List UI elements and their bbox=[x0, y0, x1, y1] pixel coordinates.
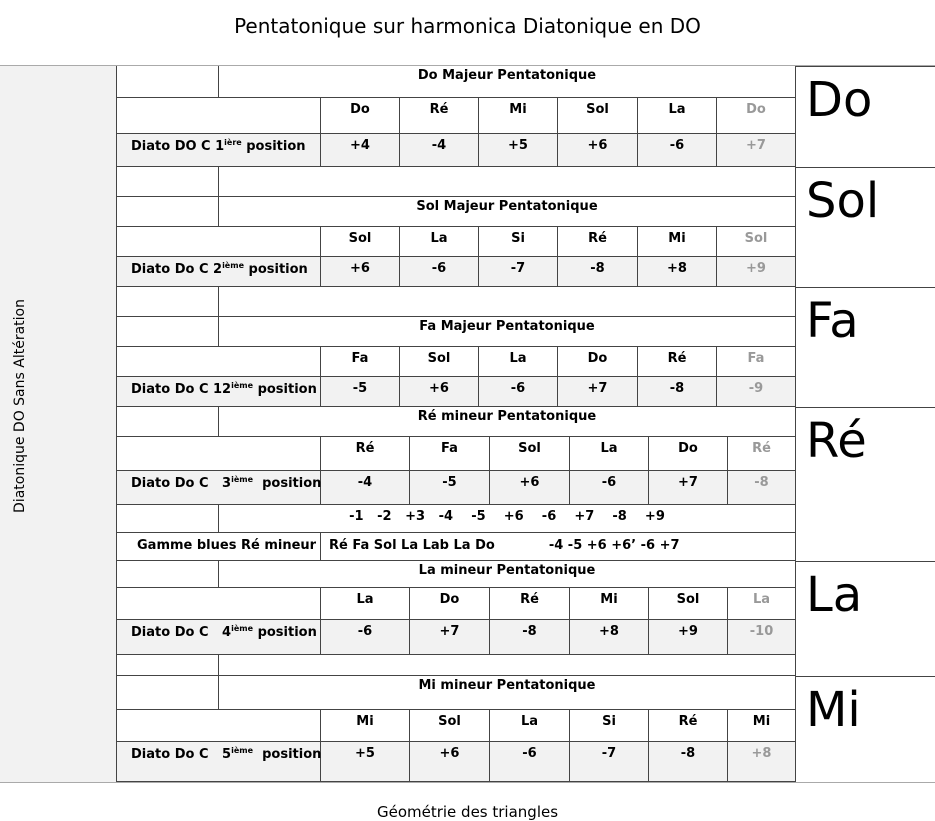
hole-cell: +6 bbox=[321, 257, 400, 287]
note-cell: Mi bbox=[728, 710, 796, 742]
big-note-label: Fa bbox=[806, 293, 859, 349]
note-cell: La bbox=[400, 227, 479, 257]
blank-cell bbox=[219, 287, 796, 317]
blank-cell bbox=[117, 588, 321, 620]
note-cell: Ré bbox=[321, 437, 410, 471]
position-label bbox=[117, 742, 321, 782]
extra-holes-row: -1 -2 +3 -4 -5 +6 -6 +7 -8 +9 bbox=[219, 505, 796, 533]
position-label-main: Diato Do C 2 bbox=[131, 262, 223, 277]
hole-cell: -8 bbox=[728, 471, 796, 505]
blues-scale-label: Gamme blues Ré mineur bbox=[117, 533, 321, 561]
hole-cell: -6 bbox=[638, 134, 717, 167]
pentatonic-table bbox=[116, 66, 795, 782]
hole-cell: -8 bbox=[558, 257, 638, 287]
big-note-label: La bbox=[806, 567, 863, 623]
position-label bbox=[117, 377, 321, 407]
note-cell: La bbox=[570, 437, 649, 471]
scale-heading: Do Majeur Pentatonique bbox=[219, 66, 796, 98]
note-cell: Sol bbox=[321, 227, 400, 257]
hole-cell: -5 bbox=[410, 471, 490, 505]
position-label-main: Diato Do C 12 bbox=[131, 382, 232, 397]
position-label-ordinal: ième bbox=[231, 381, 254, 390]
key-block bbox=[795, 287, 935, 407]
position-label-ordinal: ième bbox=[231, 475, 254, 484]
note-cell: Mi bbox=[570, 588, 649, 620]
position-label-main: Diato DO C 1 bbox=[131, 139, 225, 154]
hole-cell: +4 bbox=[321, 134, 400, 167]
blank-cell bbox=[117, 287, 219, 317]
hole-cell: -7 bbox=[479, 257, 558, 287]
page-title: Pentatonique sur harmonica Diatonique en DO bbox=[234, 14, 701, 38]
note-cell: Fa bbox=[321, 347, 400, 377]
position-label-main: Diato Do C 5 bbox=[131, 747, 232, 762]
note-cell: Sol bbox=[649, 588, 728, 620]
scale-heading: Mi mineur Pentatonique bbox=[219, 676, 796, 710]
note-cell: Mi bbox=[321, 710, 410, 742]
hole-cell: -6 bbox=[490, 742, 570, 782]
hole-cell: +6 bbox=[400, 377, 479, 407]
hole-cell: -6 bbox=[570, 471, 649, 505]
blank-cell bbox=[117, 505, 219, 533]
note-cell: Mi bbox=[479, 98, 558, 134]
hole-cell: -4 bbox=[400, 134, 479, 167]
hole-cell: -6 bbox=[479, 377, 558, 407]
position-label-ordinal: ième bbox=[222, 261, 244, 270]
hole-cell: -6 bbox=[400, 257, 479, 287]
note-cell: Ré bbox=[558, 227, 638, 257]
hole-cell: -8 bbox=[490, 620, 570, 655]
blank-cell bbox=[219, 167, 796, 197]
note-cell: Do bbox=[410, 588, 490, 620]
note-cell: La bbox=[638, 98, 717, 134]
key-block bbox=[795, 561, 935, 676]
hole-cell: -5 bbox=[321, 377, 400, 407]
note-cell: La bbox=[321, 588, 410, 620]
big-note-label: Ré bbox=[806, 413, 867, 469]
position-label-ordinal: ième bbox=[231, 746, 254, 755]
key-block bbox=[795, 407, 935, 561]
note-cell: Ré bbox=[638, 347, 717, 377]
hole-cell: -6 bbox=[321, 620, 410, 655]
note-cell: Fa bbox=[717, 347, 796, 377]
hole-cell: -7 bbox=[570, 742, 649, 782]
key-block bbox=[795, 66, 935, 167]
hole-cell: +6 bbox=[410, 742, 490, 782]
hole-cell: +8 bbox=[570, 620, 649, 655]
hole-cell: +7 bbox=[410, 620, 490, 655]
position-label-main: Diato Do C 3 bbox=[131, 476, 232, 491]
key-block bbox=[795, 676, 935, 782]
note-cell: Mi bbox=[638, 227, 717, 257]
note-cell: Si bbox=[479, 227, 558, 257]
hole-cell: +6 bbox=[558, 134, 638, 167]
footer-caption: Géométrie des triangles bbox=[376, 803, 559, 821]
blank-cell bbox=[117, 98, 321, 134]
position-label-tail: position bbox=[253, 747, 322, 762]
blank-cell bbox=[117, 437, 321, 471]
hole-cell: +7 bbox=[649, 471, 728, 505]
blank-cell bbox=[117, 561, 219, 588]
blank-cell bbox=[117, 317, 219, 347]
blank-cell bbox=[117, 676, 219, 710]
blank-cell bbox=[117, 710, 321, 742]
sidebar-label: Diatonique DO Sans Altération bbox=[12, 299, 28, 513]
key-block bbox=[795, 167, 935, 287]
position-label-tail: position bbox=[253, 382, 317, 397]
note-cell: Do bbox=[649, 437, 728, 471]
blank-cell bbox=[117, 407, 219, 437]
blank-cell bbox=[117, 167, 219, 197]
hole-cell: +5 bbox=[479, 134, 558, 167]
hole-cell: -9 bbox=[717, 377, 796, 407]
note-cell: Sol bbox=[717, 227, 796, 257]
position-label bbox=[117, 134, 321, 167]
position-label-tail: position bbox=[253, 625, 317, 640]
note-cell: Do bbox=[558, 347, 638, 377]
blank-cell bbox=[219, 655, 796, 676]
big-note-label: Mi bbox=[806, 682, 861, 738]
blank-cell bbox=[117, 227, 321, 257]
hole-cell: +5 bbox=[321, 742, 410, 782]
position-label-tail: position bbox=[241, 139, 306, 154]
position-label-main: Diato Do C 4 bbox=[131, 625, 232, 640]
hole-cell: -10 bbox=[728, 620, 796, 655]
note-cell: La bbox=[479, 347, 558, 377]
big-note-label: Sol bbox=[806, 173, 880, 229]
note-cell: Si bbox=[570, 710, 649, 742]
note-cell: Fa bbox=[410, 437, 490, 471]
position-label-tail: position bbox=[244, 262, 308, 277]
blues-holes: -4 -5 +6 +6’ -6 +7 bbox=[548, 538, 680, 553]
bottom-rule bbox=[0, 782, 935, 783]
position-label bbox=[117, 620, 321, 655]
blank-cell bbox=[117, 66, 219, 98]
note-cell: Do bbox=[321, 98, 400, 134]
hole-cell: -8 bbox=[649, 742, 728, 782]
hole-cell: +8 bbox=[728, 742, 796, 782]
note-cell: Sol bbox=[400, 347, 479, 377]
note-cell: Sol bbox=[490, 437, 570, 471]
hole-cell: +7 bbox=[717, 134, 796, 167]
hole-cell: +9 bbox=[717, 257, 796, 287]
blues-notes: Ré Fa Sol La Lab La Do bbox=[329, 538, 495, 553]
hole-cell: +6 bbox=[490, 471, 570, 505]
position-label-ordinal: ième bbox=[231, 624, 254, 633]
position-label-ordinal: ière bbox=[224, 138, 242, 147]
note-cell: Ré bbox=[400, 98, 479, 134]
hole-cell: -4 bbox=[321, 471, 410, 505]
big-note-label: Do bbox=[806, 72, 873, 128]
hole-cell: +7 bbox=[558, 377, 638, 407]
blank-cell bbox=[117, 347, 321, 377]
position-label bbox=[117, 257, 321, 287]
note-cell: Sol bbox=[558, 98, 638, 134]
sidebar bbox=[0, 66, 116, 782]
note-cell: Sol bbox=[410, 710, 490, 742]
note-cell: La bbox=[728, 588, 796, 620]
scale-heading: Fa Majeur Pentatonique bbox=[219, 317, 796, 347]
note-cell: Do bbox=[717, 98, 796, 134]
blank-cell bbox=[117, 197, 219, 227]
scale-heading: Ré mineur Pentatonique bbox=[219, 407, 796, 437]
hole-cell: -8 bbox=[638, 377, 717, 407]
note-cell: Ré bbox=[728, 437, 796, 471]
blues-scale-row bbox=[321, 533, 796, 561]
position-label bbox=[117, 471, 321, 505]
blank-cell bbox=[117, 655, 219, 676]
position-label-tail: position bbox=[253, 476, 322, 491]
note-cell: La bbox=[490, 710, 570, 742]
hole-cell: +8 bbox=[638, 257, 717, 287]
note-cell: Ré bbox=[490, 588, 570, 620]
hole-cell: +9 bbox=[649, 620, 728, 655]
scale-heading: La mineur Pentatonique bbox=[219, 561, 796, 588]
note-cell: Ré bbox=[649, 710, 728, 742]
scale-heading: Sol Majeur Pentatonique bbox=[219, 197, 796, 227]
